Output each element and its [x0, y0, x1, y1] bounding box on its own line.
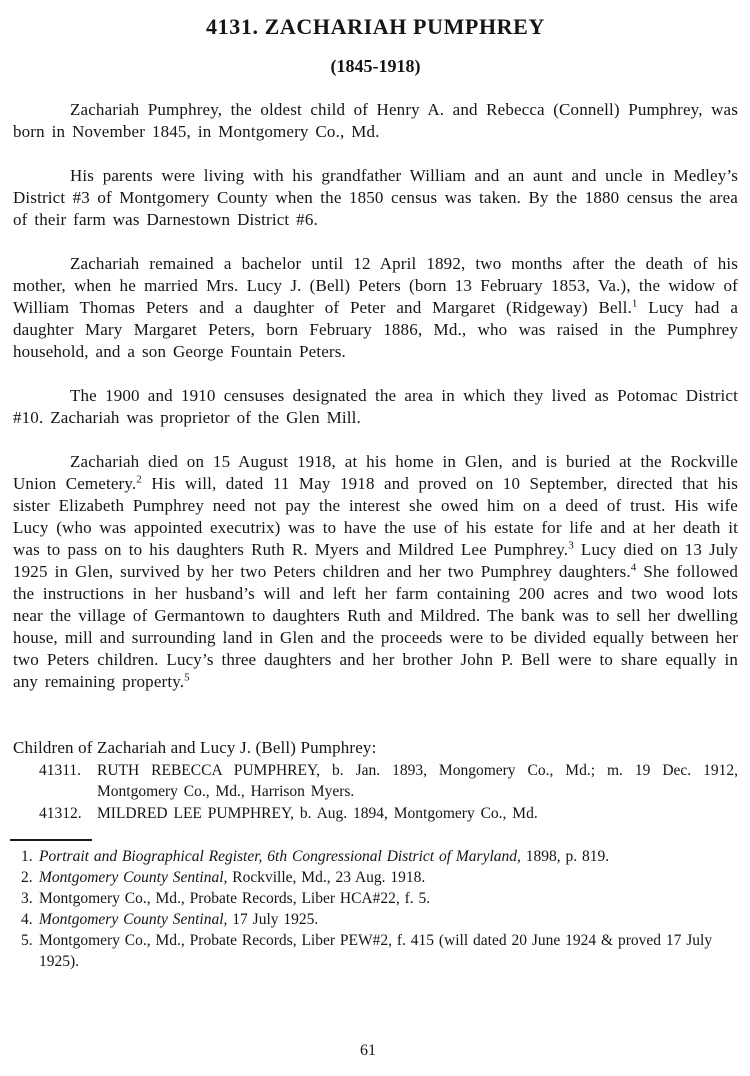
- footnote-text: Montgomery County Sentinal, 17 July 1925.: [39, 911, 319, 928]
- footnote-number: 1.: [21, 848, 33, 865]
- body-text: [13, 99, 738, 693]
- paragraph: Zachariah died on 15 August 1918, at his home in Glen, and is buried at the Rockville Union Cemetery.$^2$ His will, dated 11 May 1918 and proved on 10 September, directed that his sister Elizabeth Pumphrey need not pay the interest she owed him on a deed of trust. His wife Lucy (who was appointed executrix) was to have the use of his estate for life and at her death it was to pass on to his daughters Ruth R. Myers and Mildred Lee Pumphrey.$^3$ Lucy died on 13 July 1925 in Glen, survived by her two Peters children and her two Pumphrey daughters.$^4$ She followed the instructions in her husband’s will and left her farm containing 200 acres and two wood lots near the village of Germantown to daughters Ruth and Mildred. The bank was to sell her dwelling house, mill and surrounding land in Glen and the proceeds were to be divided equally between her two Peters children. Lucy’s three daughters and her brother John P. Bell were to share equally in any remaining property.$^5$: [13, 452, 739, 691]
- footnote-text: Montgomery Co., Md., Probate Records, Liber HCA#22, f. 5.: [39, 890, 431, 907]
- footnote-text: Portrait and Biographical Register, 6th Congressional District of Maryland, 1898, p. 819.: [39, 848, 610, 865]
- footnote-number: 4.: [21, 911, 33, 928]
- paragraph: Zachariah remained a bachelor until 12 April 1892, two months after the death of his mother, when he married Mrs. Lucy J. (Bell) Peters (born 13 February 1853, Va.), the widow of William Thomas Peters and a daughter of Peter and Margaret (Ridgeway) Bell.$^1$ Lucy had a daughter Mary Margaret Peters, born February 1886, Md., who was raised in the Pumphrey household, and a son George Fountain Peters.: [13, 254, 739, 361]
- entry-title: 4131. ZACHARIAH PUMPHREY: [206, 14, 545, 39]
- child-entry: [13, 760, 738, 802]
- footnote-number: 3.: [21, 890, 33, 907]
- footnotes-section: [13, 846, 738, 972]
- footnote: [13, 846, 738, 867]
- footnote: [13, 909, 738, 930]
- footnote: [13, 867, 738, 888]
- footnote: [13, 888, 738, 909]
- footnote-number: 5.: [21, 932, 33, 949]
- paragraph: Zachariah Pumphrey, the oldest child of Henry A. and Rebecca (Connell) Pumphrey, was born in November 1845, in Montgomery Co., Md.: [13, 100, 738, 141]
- children-section: [13, 737, 738, 824]
- footnote: [13, 930, 738, 972]
- paragraph: The 1900 and 1910 censuses designated the area in which they lived as Potomac District #10. Zachariah was proprietor of the Glen Mill.: [13, 386, 738, 427]
- page-number: 61: [360, 1042, 376, 1059]
- footnote-number: 2.: [21, 869, 33, 886]
- child-description: MILDRED LEE PUMPHREY, b. Aug. 1894, Montgomery Co., Md.: [97, 805, 538, 822]
- footnote-text: Montgomery Co., Md., Probate Records, Liber PEW#2, f. 415 (will dated 20 June 1924 & proved 17 July 1925).: [39, 932, 713, 970]
- children-list: [13, 760, 738, 824]
- children-heading: Children of Zachariah and Lucy J. (Bell) Pumphrey:: [13, 738, 377, 757]
- child-id: 41312.: [39, 805, 82, 822]
- child-entry: [13, 803, 738, 824]
- child-id: 41311.: [39, 762, 82, 779]
- paragraph: His parents were living with his grandfather William and an aunt and uncle in Medley’s District #3 of Montgomery County when the 1850 census was taken. By the 1880 census the area of their farm was Darnestown District #6.: [13, 166, 738, 229]
- footnote-divider: [10, 839, 92, 841]
- footnote-text: Montgomery County Sentinal, Rockville, Md., 23 Aug. 1918.: [39, 869, 426, 886]
- entry-years: (1845-1918): [330, 56, 421, 76]
- child-description: RUTH REBECCA PUMPHREY, b. Jan. 1893, Mongomery Co., Md.; m. 19 Dec. 1912, Montgomery Co., Md., Harrison Myers.: [97, 762, 738, 800]
